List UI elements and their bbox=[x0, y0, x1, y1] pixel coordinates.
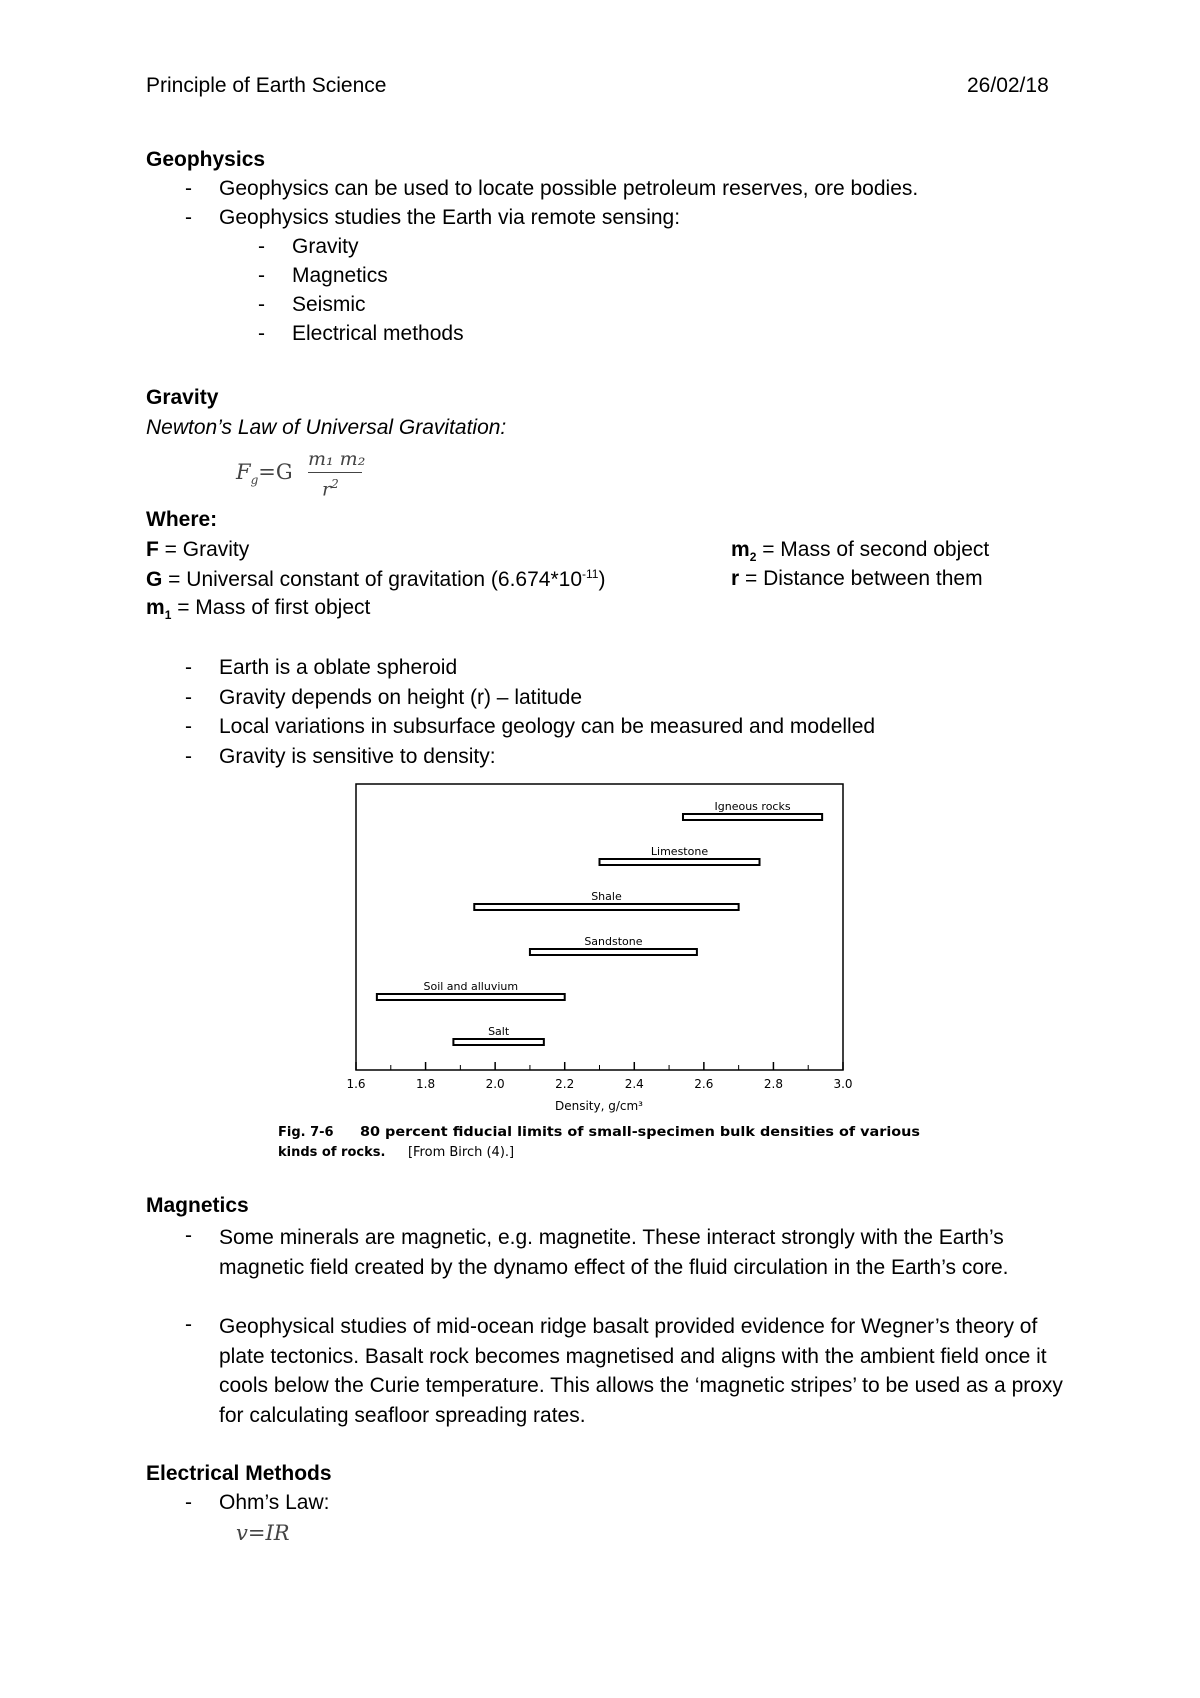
method-item-seismic: Seismic bbox=[292, 293, 366, 316]
geophysics-bullet-2: Geophysics studies the Earth via remote sensing: bbox=[219, 206, 681, 229]
electrical-heading: Electrical Methods bbox=[146, 1462, 332, 1485]
magnetics-paragraph-1: Some minerals are magnetic, e.g. magnetite. These interact strongly with the Earth’s magnetic field created by the dynamo effect of the fluid circulation in the Earth’s core. bbox=[219, 1226, 1009, 1279]
figure-caption-text: 80 percent fiducial limits of small-specimen bulk densities of various bbox=[360, 1125, 921, 1140]
bullet-dash: - bbox=[185, 1224, 192, 1247]
bullet-dash: - bbox=[258, 264, 265, 287]
bullet-dash: - bbox=[185, 715, 192, 738]
definition-f: F = Gravity bbox=[146, 538, 250, 561]
density-range-bar bbox=[377, 994, 565, 1000]
x-tick-label: 2.6 bbox=[694, 1077, 714, 1091]
bullet-dash: - bbox=[185, 206, 192, 229]
bullet-dash: - bbox=[185, 686, 192, 709]
geophysics-bullet-1: Geophysics can be used to locate possible petroleum reserves, ore bodies. bbox=[219, 177, 919, 200]
density-chart bbox=[272, 778, 932, 1168]
gravity-bullet-1: Earth is a oblate spheroid bbox=[219, 656, 458, 679]
chart-frame bbox=[356, 784, 843, 1070]
ohms-law-formula: v=IR bbox=[236, 1521, 290, 1545]
method-item-electrical: Electrical methods bbox=[292, 322, 464, 345]
density-range-bar bbox=[474, 904, 738, 910]
magnetics-heading: Magnetics bbox=[146, 1194, 249, 1217]
method-item-magnetics: Magnetics bbox=[292, 264, 388, 287]
bullet-dash: - bbox=[258, 293, 265, 316]
bullet-dash: - bbox=[185, 745, 192, 768]
method-item-gravity: Gravity bbox=[292, 235, 359, 258]
ohms-law-bullet: Ohm’s Law: bbox=[219, 1491, 330, 1514]
formula-lhs-sub: g bbox=[250, 473, 259, 488]
figure-caption-text-2: kinds of rocks. [From Birch (4).] bbox=[278, 1145, 515, 1160]
bullet-dash: - bbox=[185, 1313, 192, 1336]
gravity-bullet-4: Gravity is sensitive to density: bbox=[219, 745, 496, 768]
bullet-dash: - bbox=[185, 1491, 192, 1514]
bullet-dash: - bbox=[185, 656, 192, 679]
x-tick-label: 2.8 bbox=[763, 1077, 783, 1091]
gravity-formula bbox=[236, 460, 293, 487]
x-tick-label: 1.8 bbox=[416, 1077, 436, 1091]
x-tick-label: 2.4 bbox=[624, 1077, 644, 1091]
bullet-dash: - bbox=[258, 235, 265, 258]
gravity-bullet-3: Local variations in subsurface geology can be measured and modelled bbox=[219, 715, 876, 738]
document-date: 26/02/18 bbox=[967, 74, 1049, 97]
rock-type-label: Igneous rocks bbox=[714, 800, 791, 813]
density-range-bar bbox=[530, 949, 697, 955]
rock-type-label: Soil and alluvium bbox=[423, 980, 519, 993]
gravity-bullet-2: Gravity depends on height (r) – latitude bbox=[219, 686, 583, 709]
density-range-bar bbox=[683, 814, 822, 820]
formula-fraction-line bbox=[308, 472, 362, 473]
x-tick-label: 2.2 bbox=[555, 1077, 575, 1091]
formula-lhs: F bbox=[236, 460, 251, 484]
x-tick-label: 2.0 bbox=[485, 1077, 505, 1091]
gravity-law-title: Newton’s Law of Universal Gravitation: bbox=[146, 416, 507, 439]
formula-numerator: m₁ m₂ bbox=[308, 448, 366, 470]
geophysics-heading: Geophysics bbox=[146, 148, 266, 171]
density-range-bar bbox=[453, 1039, 543, 1045]
magnetics-paragraph-2: Geophysical studies of mid-ocean ridge basalt provided evidence for Wegner’s theory of plate tectonics. Basalt rock becomes magnetised and aligns with the ambient field once it cools below the Curie temperature. This allows the ‘magnetic stripes’ to be used as a proxy for calculating seafloor spreading rates. bbox=[219, 1315, 1063, 1427]
formula-eq: =G bbox=[258, 460, 293, 484]
rock-type-label: Sandstone bbox=[584, 935, 643, 948]
figure-caption-label: Fig. 7-6 bbox=[278, 1125, 334, 1140]
x-axis-label: Density, g/cm³ bbox=[554, 1099, 644, 1113]
rock-type-label: Limestone bbox=[650, 845, 709, 858]
rock-type-label: Shale bbox=[591, 890, 622, 903]
definition-g: G = Universal constant of gravitation $(6.674*10^{-11})$ bbox=[146, 567, 606, 591]
x-tick-label: 3.0 bbox=[833, 1077, 853, 1091]
density-range-bar bbox=[600, 859, 760, 865]
bullet-dash: - bbox=[258, 322, 265, 345]
definition-m1: $m_1$ = Mass of first object bbox=[146, 596, 371, 623]
rock-type-label: Salt bbox=[488, 1025, 510, 1038]
x-tick-label: 1.6 bbox=[346, 1077, 366, 1091]
definition-r: r = Distance between them bbox=[731, 567, 983, 590]
definition-m2: $m_2$ = Mass of second object bbox=[731, 538, 990, 565]
document-title: Principle of Earth Science bbox=[146, 74, 387, 97]
formula-denominator: $r^2$ bbox=[322, 477, 339, 501]
bullet-dash: - bbox=[185, 177, 192, 200]
gravity-heading: Gravity bbox=[146, 386, 219, 409]
where-label: Where: bbox=[146, 508, 218, 531]
